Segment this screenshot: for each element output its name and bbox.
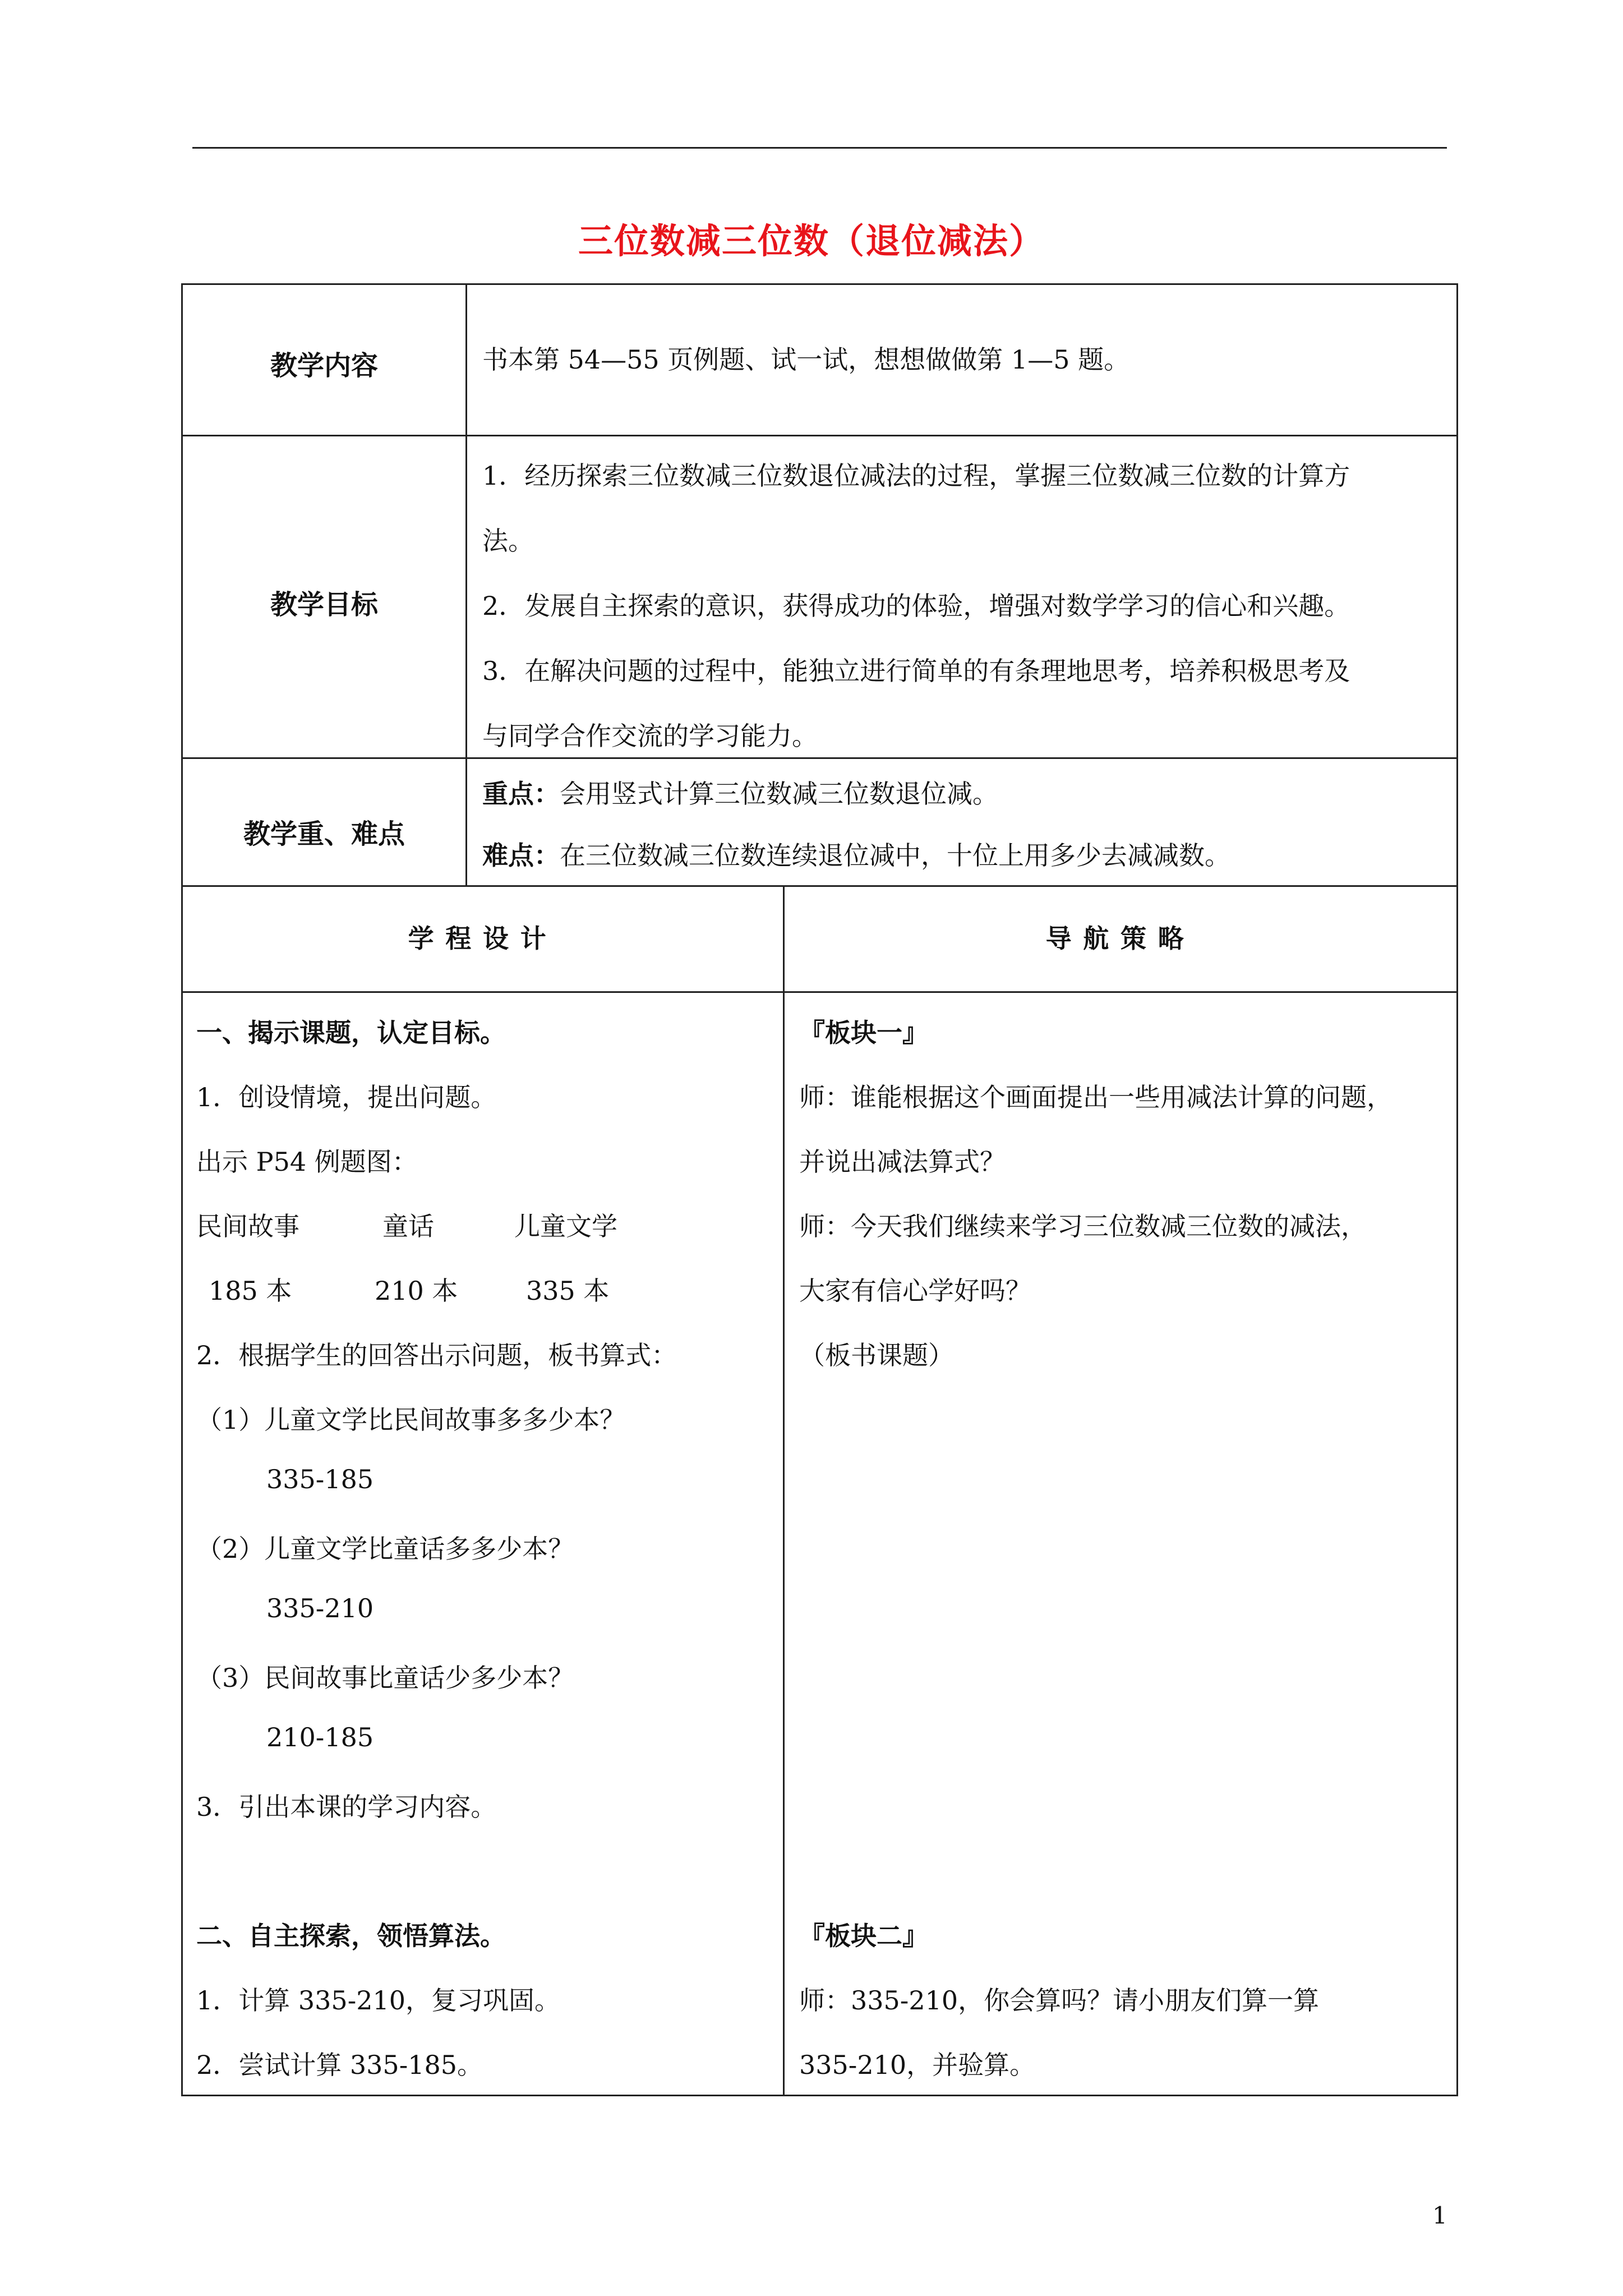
difficult-point-label: 难点： [482, 840, 560, 871]
keypoints-text [482, 763, 1230, 886]
teaching-content-text [482, 325, 1129, 394]
goal-line: 2．发展自主探索的意识，获得成功的体验，增强对数学学习的信心和兴趣。 [482, 591, 1350, 621]
question-2: （2）儿童文学比童话多多少本？ [196, 1534, 574, 1564]
right-line: 大家有信心学好吗？ [799, 1276, 1031, 1306]
section-heading-1: 一、揭示课题，认定目标。 [196, 1018, 506, 1048]
left-line: 2．尝试计算 335-185。 [196, 2050, 483, 2080]
document-title: 三位数减三位数（退位减法） [578, 220, 1045, 261]
column-header-design: 学程设计 [408, 923, 558, 954]
question-1: （1）儿童文学比民间故事多多少本？ [196, 1405, 626, 1435]
left-line: 3．引出本课的学习内容。 [196, 1792, 497, 1822]
right-line: 师：今天我们继续来学习三位数减三位数的减法， [799, 1211, 1367, 1241]
left-line: 1．计算 335-210，复习巩固。 [196, 1985, 561, 2016]
right-line: 师：335-210，你会算吗？请小朋友们算一算 [799, 1985, 1320, 2016]
block-heading-2: 『板块二』 [799, 1921, 928, 1951]
left-line: 出示 P54 例题图： [196, 1147, 418, 1177]
expression-1: 335-185 [266, 1464, 374, 1494]
teaching-content: 书本第 54—55 页例题、试一试，想想做做第 1—5 题。 [482, 344, 1130, 375]
label-teaching-content: 教学内容 [270, 350, 378, 381]
difficult-point [482, 825, 1230, 886]
design-column-divider [783, 885, 785, 2096]
goal-line: 3．在解决问题的过程中，能独立进行简单的有条理地思考，培养积极思考及 [482, 656, 1350, 686]
count-childrens-lit: 335 本 [526, 1276, 610, 1306]
right-line: 并说出减法算式？ [799, 1147, 1006, 1177]
teaching-goals-text [482, 443, 1350, 769]
key-point-text: 会用竖式计算三位数减三位数退位减。 [560, 779, 998, 809]
category-fairy-tales: 童话 [382, 1211, 434, 1241]
column-header-strategy: 导航策略 [1045, 923, 1196, 954]
right-line: 师：谁能根据这个画面提出一些用减法计算的问题， [799, 1082, 1393, 1112]
header-rule [192, 147, 1447, 149]
goal-line: 1．经历探索三位数减三位数退位减法的过程，掌握三位数减三位数的计算方 [482, 461, 1350, 491]
block-heading-1: 『板块一』 [799, 1018, 928, 1048]
left-line: 1．创设情境，提出问题。 [196, 1082, 497, 1112]
key-point-label: 重点： [482, 779, 560, 809]
count-fairy-tales: 210 本 [375, 1276, 458, 1306]
right-line: 335-210，并验算。 [799, 2050, 1036, 2080]
row-divider [181, 991, 1458, 993]
difficult-point-text: 在三位数减三位数连续退位减中，十位上用多少去减减数。 [560, 840, 1230, 871]
left-line: 2．根据学生的回答出示问题，板书算式： [196, 1340, 677, 1370]
label-teaching-goals: 教学目标 [270, 589, 378, 620]
key-point [482, 763, 1230, 825]
question-3: （3）民间故事比童话少多少本？ [196, 1663, 574, 1693]
expression-3: 210-185 [266, 1722, 374, 1752]
goal-line: 与同学合作交流的学习能力。 [482, 721, 818, 751]
page-number: 1 [1432, 2202, 1447, 2229]
section-heading-2: 二、自主探索，领悟算法。 [196, 1921, 506, 1951]
count-folk-stories: 185 本 [209, 1276, 292, 1306]
label-column-divider [465, 283, 467, 885]
right-line: （板书课题） [799, 1340, 954, 1370]
expression-2: 335-210 [266, 1593, 374, 1623]
category-childrens-lit: 儿童文学 [514, 1211, 617, 1241]
goal-line: 法。 [482, 526, 534, 556]
label-key-difficult-points: 教学重、难点 [243, 818, 405, 850]
row-divider [181, 435, 1458, 436]
category-folk-stories: 民间故事 [196, 1211, 299, 1241]
